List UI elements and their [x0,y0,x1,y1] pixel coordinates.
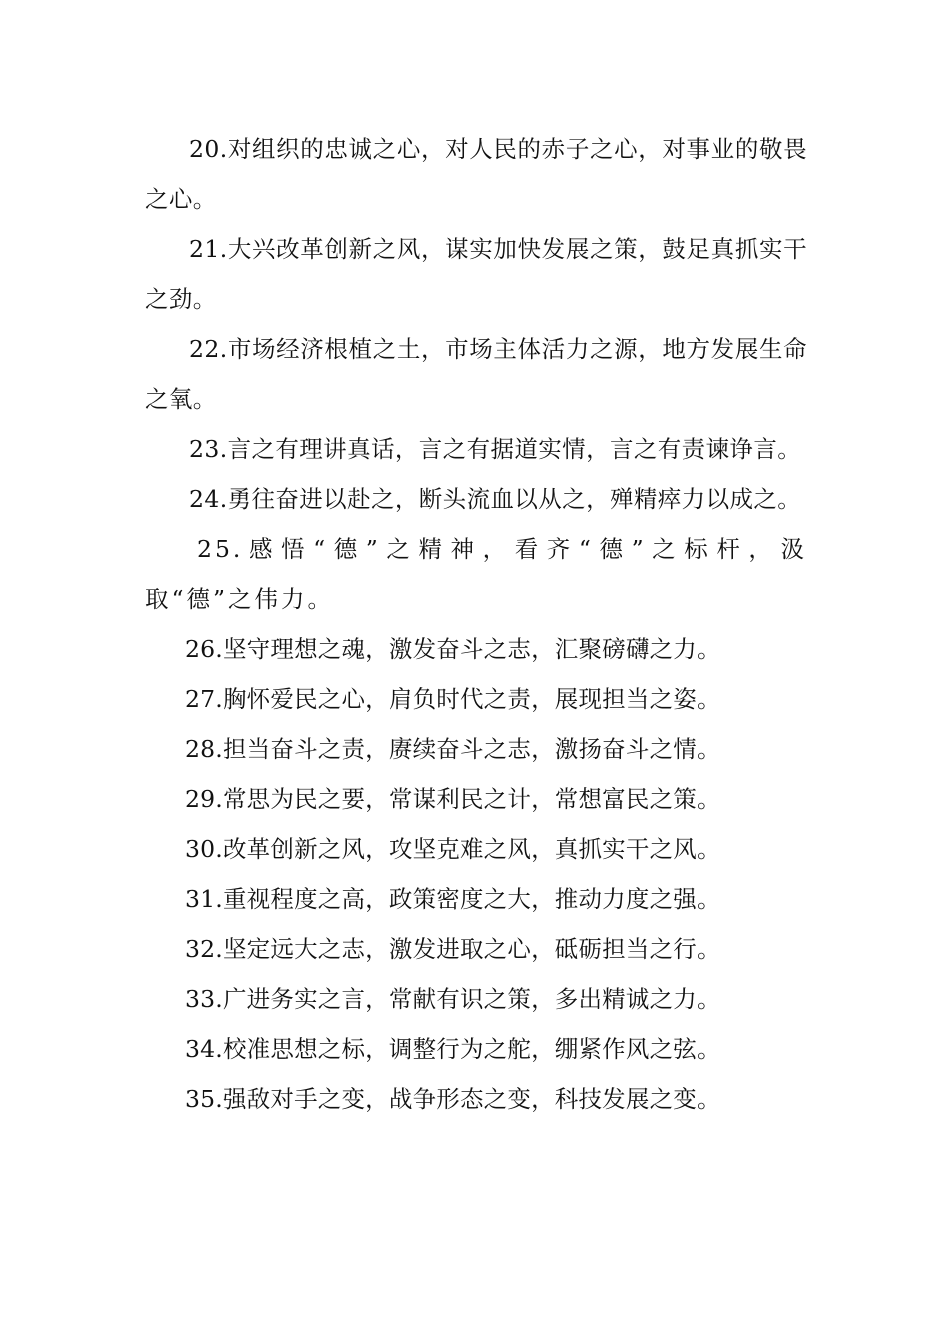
document-body [145,124,807,1124]
paragraph-26: 26.坚守理想之魂，激发奋斗之志，汇聚磅礴之力。 [185,635,721,663]
paragraph-24: 24.勇往奋进以赴之，断头流血以从之，殚精瘁力以成之。 [189,485,802,513]
paragraph-27: 27.胸怀爱民之心，肩负时代之责，展现担当之姿。 [185,685,721,713]
paragraph-22: 22.市场经济根植之土，市场主体活力之源，地方发展生命之氧。 [145,335,807,413]
paragraph-31: 31.重视程度之高，政策密度之大，推动力度之强。 [185,885,721,913]
paragraph-34: 34.校准思想之标，调整行为之舵，绷紧作风之弦。 [185,1035,721,1063]
paragraph-30: 30.改革创新之风，攻坚克难之风，真抓实干之风。 [185,835,721,863]
paragraph-28: 28.担当奋斗之责，赓续奋斗之志，激扬奋斗之情。 [185,735,721,763]
paragraph-20: 20.对组织的忠诚之心，对人民的赤子之心，对事业的敬畏之心。 [145,135,807,213]
paragraph-23: 23.言之有理讲真话，言之有据道实情，言之有责谏诤言。 [189,435,802,463]
paragraph-29: 29.常思为民之要，常谋利民之计，常想富民之策。 [185,785,721,813]
paragraph-21: 21.大兴改革创新之风，谋实加快发展之策，鼓足真抓实干之劲。 [145,235,807,313]
paragraph-35: 35.强敌对手之变，战争形态之变，科技发展之变。 [185,1085,721,1113]
paragraph-33: 33.广进务实之言，常献有识之策，多出精诚之力。 [185,985,721,1013]
paragraph-32: 32.坚定远大之志，激发进取之心，砥砺担当之行。 [185,935,721,963]
paragraph-25: 25.感悟“德”之精神，看齐“德”之标杆，汲取“德”之伟力。 [145,535,807,613]
